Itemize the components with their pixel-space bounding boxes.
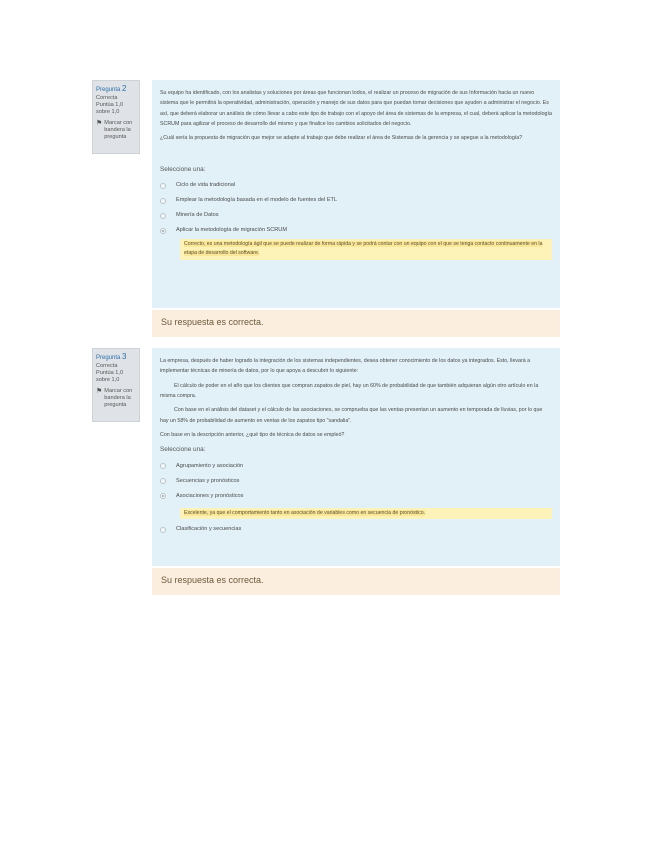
radio-button-checked[interactable] [160,493,166,499]
question-content-2 [152,80,560,308]
question-mark: Puntúa 1,0 sobre 1,0 [96,102,124,116]
question-number: Pregunta 3 [96,352,127,361]
result-message: Su respuesta es correcta. [152,310,560,337]
question-status: Correcta [96,362,118,369]
question-content-3 [152,348,560,566]
answer-option[interactable]: Secuencias y pronósticos [160,474,552,489]
answer-options [160,459,552,537]
radio-button[interactable] [160,183,166,189]
question-text: El cálculo de poder en el año que los clientes que compran zapatos de piel, hay un 60% de probabilidad de que también adquieran algún otro artículo en la misma compra. [160,382,539,399]
answer-option[interactable]: Emplear la metodología basada en el modelo de fuentes del ETL [160,193,552,208]
flag-icon: ⚑ [96,387,103,395]
radio-button[interactable] [160,213,166,219]
result-message: Su respuesta es correcta. [152,568,560,595]
answer-feedback: Excelente, ya que el comportamiento tanto en asociación de variables como en secuencia de pronóstico. [180,508,552,519]
question-text: ¿Cuál sería la propuesta de migración que mejor se adapte al trabajo que debe realizar el área de Sistemas de la gerencia y se apegue a la metodología? [160,135,523,142]
answer-option[interactable]: Agrupamiento y asociación [160,459,552,474]
question-mark: Puntúa 1,0 sobre 1,0 [96,370,124,384]
answer-option[interactable]: Minería de Datos [160,208,552,223]
question-text: Con base en el análisis del dataset y el cálculo de las asociaciones, se comprueba que las ventas presentan un aumento en temporada de lluvias, por lo que hay un 58% de probabilidad de aumento en ventas de los zapatos tipo "sandalia". [160,407,543,424]
answer-option[interactable]: Ciclo de vida tradicional [160,178,552,193]
answer-option-selected[interactable]: Asociaciones y pronósticos [160,489,552,504]
answer-feedback: Correcto, es una metodología ágil que se puede realizar de forma rápida y se podrá contar con un equipo con el que se tenga contacto continuamente en la etapa de desarrollo del software. [180,239,552,260]
question-text: La empresa, después de haber logrado la integración de los sistemas independientes, desea obtener conocimiento de los datos ya integrados. Esto, llevará a implementar técnicas de minería de datos, por lo que apoya a descubrir lo siguiente: [160,358,531,375]
flag-question-button[interactable]: ⚑ Marcar con bandera la pregunta [96,119,133,141]
radio-button[interactable] [160,463,166,469]
flag-icon: ⚑ [96,119,103,127]
question-text: Con base en la descripción anterior, ¿qué tipo de técnica de datos se empleó? [160,431,345,438]
radio-button[interactable] [160,527,166,533]
question-info-2 [92,80,140,154]
answer-prompt: Seleccione una: [160,446,206,454]
question-number: Pregunta 2 [96,84,127,93]
flag-question-button[interactable]: ⚑ Marcar con bandera la pregunta [96,387,133,409]
answer-option-selected[interactable]: Aplicar la metodología de migración SCRUM [160,223,552,238]
answer-prompt: Seleccione una: [160,165,206,173]
question-text: Su equipo ha identificado, con los analistas y soluciones por áreas que funcionan todos, el realizar un proceso de migración de sus Información hacia un nuevo sistema que le permitirá la operatividad, administración, operación y manejo de sus datos para que puedan tomar decisiones que ayuden a administrar el negocio. Es así, que deberá elaborar un análisis de cómo llevar a cabo este tipo de trabajo con el apoyo del área de sistemas de la empresa, el cual, deberá aplicar la metodología SCRUM para agilizar el proceso de desarrollo del mismo y que finalice los cambios solicitados del negocio. [160,90,552,127]
answer-options [160,178,552,260]
radio-button-checked[interactable] [160,228,166,234]
radio-button[interactable] [160,198,166,204]
answer-option[interactable]: Clasificación y secuencias [160,522,552,537]
radio-button[interactable] [160,478,166,484]
question-info-3 [92,348,140,422]
question-status: Correcta [96,94,118,101]
